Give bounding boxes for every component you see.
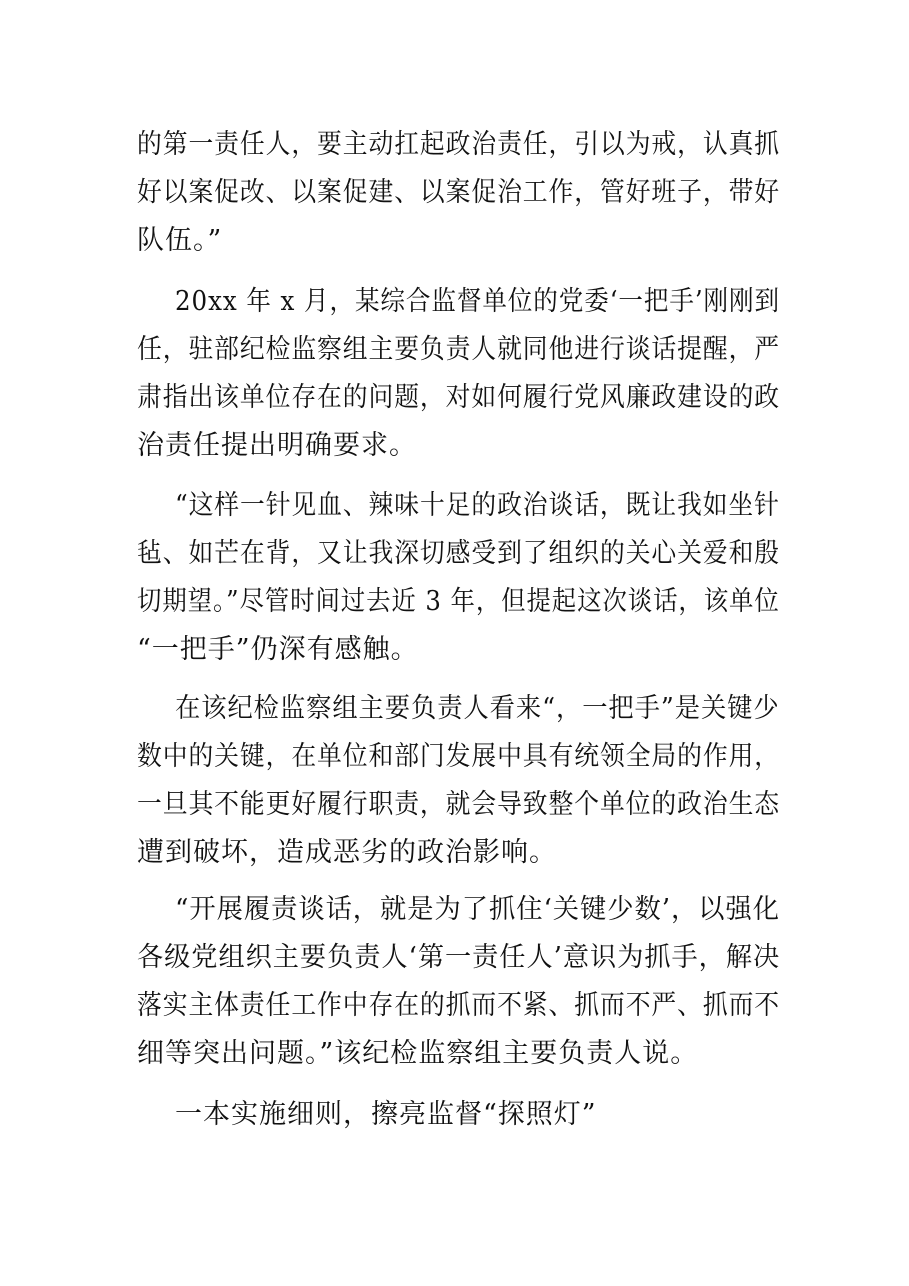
text-line-11: “一把手”仍深有感触。 <box>137 634 419 665</box>
text-line-14: 一旦其不能更好履行职责，就会导致整个单位的政治生态 <box>137 789 781 820</box>
text-line-19: 细等突出问题。”该纪检监察组主要负责人说。 <box>137 1038 699 1069</box>
text-line-10: 切期望。”尽管时间过去近 3 年，但提起这次谈话，该单位 <box>137 586 780 617</box>
text-line-2: 好以案促改、以案促建、以案促治工作，管好班子，带好 <box>137 177 781 208</box>
text-line-3: 队伍。” <box>137 225 223 256</box>
text-line-16: “开展履责谈话，就是为了抓住‘关键少数’，以强化 <box>175 894 780 925</box>
text-line-15: 遭到破坏，造成恶劣的政治影响。 <box>137 837 557 868</box>
text-line-6: 肃指出该单位存在的问题，对如何履行党风廉政建设的政 <box>137 382 781 413</box>
text-line-18: 落实主体责任工作中存在的抓而不紧、抓而不严、抓而不 <box>137 990 781 1021</box>
text-line-8: “这样一针见血、辣味十足的政治谈话，既让我如坐针 <box>175 490 780 521</box>
section-heading: 一本实施细则，擦亮监督“探照灯” <box>175 1099 597 1130</box>
text-line-5: 任，驻部纪检监察组主要负责人就同他进行谈话提醒，严 <box>137 334 781 365</box>
text-line-17: 各级党组织主要负责人‘第一责任人’意识为抓手，解决 <box>137 942 781 973</box>
text-line-7: 治责任提出明确要求。 <box>137 430 417 461</box>
text-line-9: 毡、如芒在背，又让我深切感受到了组织的关心关爱和殷 <box>137 538 781 569</box>
text-line-12: 在该纪检监察组主要负责人看来“，一把手”是关键少 <box>175 693 780 724</box>
text-line-4: 20xx 年 x 月，某综合监督单位的党委‘一把手’刚刚到 <box>175 286 780 317</box>
text-line-1: 的第一责任人，要主动扛起政治责任，引以为戒，认真抓 <box>137 129 781 160</box>
text-line-13: 数中的关键，在单位和部门发展中具有统领全局的作用， <box>137 741 781 772</box>
